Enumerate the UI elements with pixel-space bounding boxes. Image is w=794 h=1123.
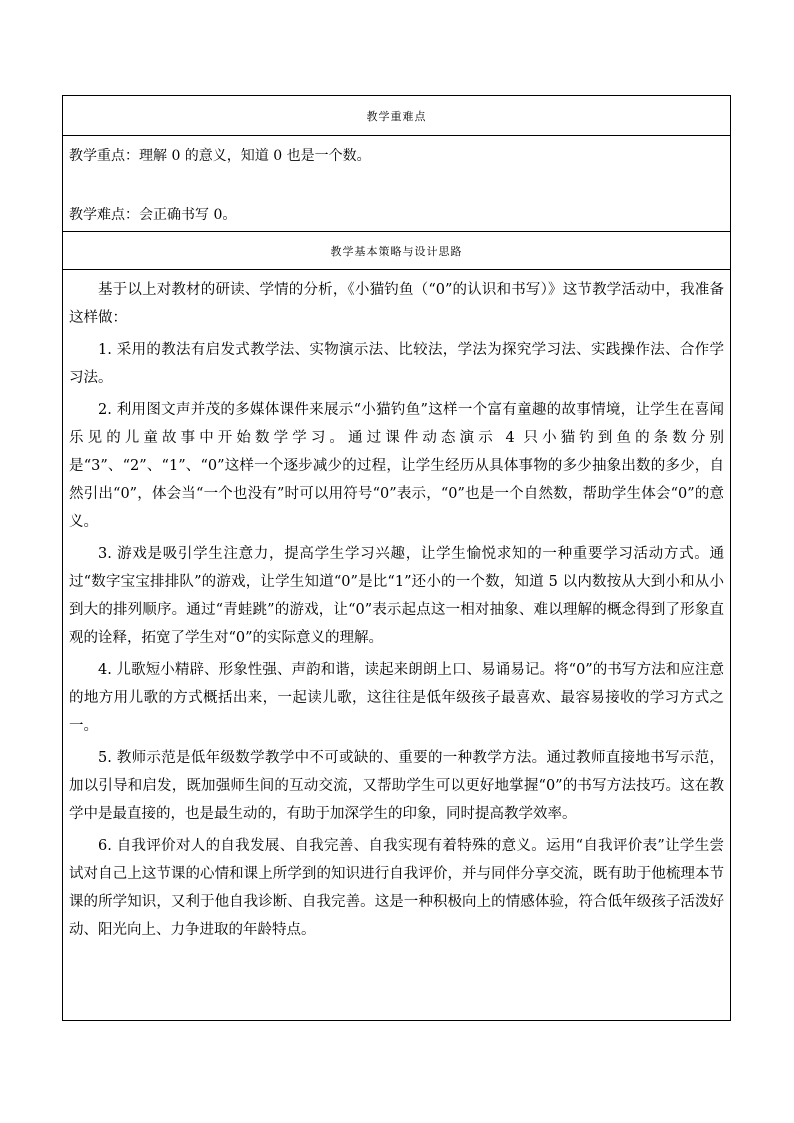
strategy-paragraph-5: 5. 教师示范是低年级数学教学中不可或缺的、重要的一种教学方法。通过教师直接地书写示范，加以引导和启发，既加强师生间的互动交流，又帮助学生可以更好地掌握“0”的书写方法技巧。这在教学中是最直接的，也是最生动的，有助于加深学生的印象，同时提高教学效率。 (69, 750, 724, 822)
strategy-content (63, 270, 730, 1020)
lesson-plan-table (62, 95, 731, 1021)
strategy-paragraph-2: 2. 利用图文声并茂的多媒体课件来展示“小猫钓鱼”这样一个富有童趣的故事情境，让学生在喜闻乐见的儿童故事中开始数学学习。通过课件动态演示 4 只小猫钓到鱼的条数分别是“3”、“2”、“1”、“0”这样一个逐步减少的过程，让学生经历从具体事物的多少抽象出数的多少，自然引出“0”，体会当“一个也没有”时可以用符号“0”表示，“0”也是一个自然数，帮助学生体会“0”的意义。 (69, 402, 724, 530)
strategy-heading (63, 232, 730, 270)
strategy-title: 教学基本策略与设计思路 (330, 244, 463, 258)
strategy-paragraph-3: 3. 游戏是吸引学生注意力，提高学生学习兴趣，让学生愉悦求知的一种重要学习活动方式。通过“数字宝宝排排队”的游戏，让学生知道“0”是比“1”还小的一个数，知道 5 以内数按从大到小和从小到大的排列顺序。通过“青蛙跳”的游戏，让“0”表示起点这一相对抽象、难以理解的概念得到了形象直观的诠释，拓宽了学生对“0”的实际意义的理解。 (69, 546, 724, 646)
strategy-paragraph-6: 6. 自我评价对人的自我发展、自我完善、自我实现有着特殊的意义。运用“自我评价表”让学生尝试对自己上这节课的心情和课上所学到的知识进行自我评价，并与同伴分享交流，既有助于他梳理本节课的所学知识，又利于他自我诊断、自我完善。这是一种积极向上的情感体验，符合低年级孩子活泼好动、阳光向上、力争进取的年龄特点。 (69, 838, 724, 938)
key-difficult-heading (63, 96, 730, 136)
strategy-paragraph-intro: 基于以上对教材的研读、学情的分析，《小猫钓鱼（“0”的认识和书写）》这节教学活动中，我准备这样做： (69, 282, 724, 326)
key-point-text: 教学重点：理解 0 的意义，知道 0 也是一个数。 (69, 148, 371, 164)
strategy-paragraph-1: 1. 采用的教法有启发式教学法、实物演示法、比较法，学法为探究学习法、实践操作法、合作学习法。 (69, 342, 724, 386)
strategy-paragraph-4: 4. 儿歌短小精辟、形象性强、声韵和谐，读起来朗朗上口、易诵易记。将“0”的书写方法和应注意的地方用儿歌的方式概括出来，一起读儿歌，这往往是低年级孩子最喜欢、最容易接收的学习方式之一。 (69, 662, 724, 734)
key-difficult-content (63, 136, 730, 232)
key-difficult-title: 教学重难点 (366, 109, 427, 123)
difficult-point-text: 教学难点：会正确书写 0。 (69, 207, 237, 223)
